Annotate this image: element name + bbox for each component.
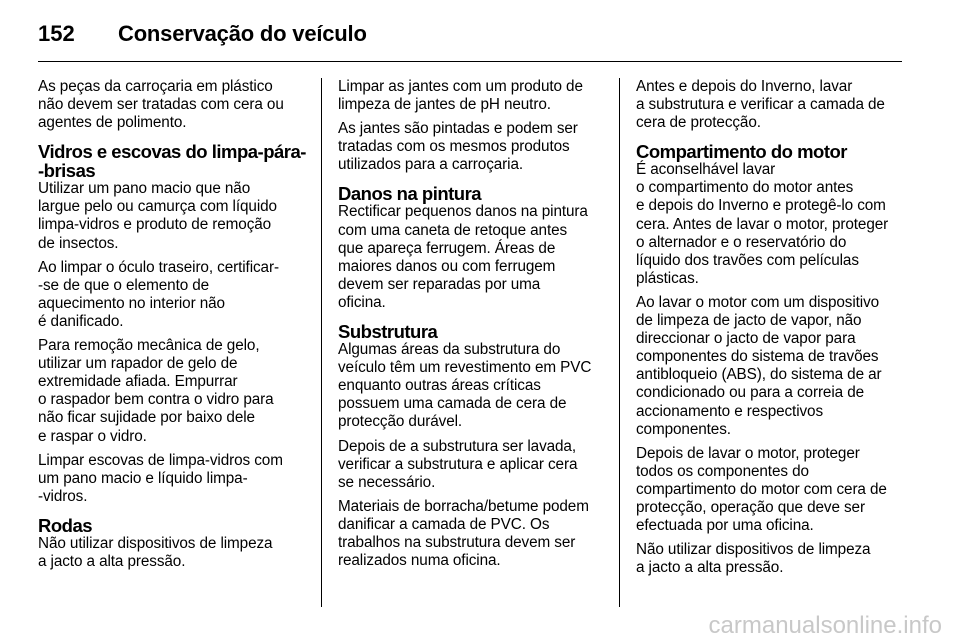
text-line: antibloqueio (ABS), do sistema de ar <box>636 366 882 384</box>
text-line: possuem uma camada de cera de <box>338 395 567 413</box>
text-line: Danos na pintura <box>338 183 482 205</box>
text-line: utilizados para a carroçaria. <box>338 156 524 174</box>
text-line: devem ser reparadas por uma <box>338 275 541 293</box>
text-line: compartimento do motor com cera de <box>636 480 887 498</box>
text-line: o raspador bem contra o vidro para <box>38 391 274 409</box>
text-line: a jacto a alta pressão. <box>38 552 186 570</box>
paragraph <box>38 78 306 132</box>
text-line: Utilizar um pano macio que não <box>38 180 251 198</box>
text-line: Vidros e escovas do limpa-pára- <box>38 141 306 163</box>
text-line: Limpar as jantes com um produto de <box>338 78 583 95</box>
section-heading-substrutura <box>338 322 606 341</box>
text-line: não ficar sujidade por baixo dele <box>38 409 255 427</box>
text-line: não devem ser tratadas com cera ou <box>38 96 284 114</box>
text-line: componentes do sistema de travões <box>636 348 879 366</box>
text-line: protecção, operação que deve ser <box>636 498 865 516</box>
text-line: -brisas <box>38 160 96 182</box>
text-line: verificar a substrutura e aplicar cera <box>338 455 578 473</box>
paragraph <box>338 438 606 492</box>
text-line: e raspar o vidro. <box>38 427 147 445</box>
text-line: accionamento e respectivos <box>636 402 824 420</box>
column-divider <box>619 78 620 607</box>
text-line: Materiais de borracha/betume podem <box>338 497 589 515</box>
text-line: agentes de polimento. <box>38 114 187 132</box>
text-line: Não utilizar dispositivos de limpeza <box>636 541 871 559</box>
text-line: direccionar o jacto de vapor para <box>636 330 856 348</box>
text-line: se necessário. <box>338 473 436 491</box>
text-line: Depois de lavar o motor, proteger <box>636 444 860 462</box>
text-line: Ao lavar o motor com um dispositivo <box>636 293 880 311</box>
text-line: Rectificar pequenos danos na pintura <box>338 203 588 221</box>
column-1 <box>38 78 306 577</box>
text-line: de limpeza de jacto de vapor, não <box>636 312 862 330</box>
paragraph <box>636 161 904 288</box>
text-line: Antes e depois do Inverno, lavar <box>636 78 853 95</box>
column-2 <box>338 78 606 576</box>
text-line: o compartimento do motor antes <box>636 179 854 197</box>
text-line: veículo têm um revestimento em PVC <box>338 359 592 377</box>
text-line: condicionado ou para a correia de <box>636 384 865 402</box>
text-line: É aconselhável lavar <box>636 161 776 179</box>
text-line: enquanto outras áreas críticas <box>338 377 541 395</box>
text-line: tratadas com os mesmos produtos <box>338 138 570 156</box>
text-line: largue pelo ou camurça com líquido <box>38 198 277 216</box>
text-line: de insectos. <box>38 234 119 252</box>
text-line: maiores danos ou com ferrugem <box>338 257 556 275</box>
paragraph <box>38 259 306 331</box>
text-line: Rodas <box>38 514 93 536</box>
text-line: danificar a camada de PVC. Os <box>338 515 550 533</box>
text-line: um pano macio e líquido limpa- <box>38 469 248 487</box>
text-line: Para remoção mecânica de gelo, <box>38 337 260 355</box>
paragraph <box>38 535 306 571</box>
paragraph <box>636 541 904 577</box>
column-divider <box>321 78 322 607</box>
text-line: a substrutura e verificar a camada de <box>636 96 885 114</box>
text-line: Limpar escovas de limpa-vidros com <box>38 451 283 469</box>
text-line: As jantes são pintadas e podem ser <box>338 120 578 138</box>
text-line: a jacto a alta pressão. <box>636 559 784 577</box>
page-title: Conservação do veículo <box>118 21 367 46</box>
text-line: Compartimento do motor <box>636 141 847 163</box>
text-line: líquido dos travões com películas <box>636 251 859 269</box>
page-header <box>38 14 902 54</box>
text-line: limpa-vidros e produto de remoção <box>38 216 272 234</box>
text-line: limpeza de jantes de pH neutro. <box>338 96 551 114</box>
text-line: Substrutura <box>338 321 438 343</box>
header-rule <box>38 61 902 62</box>
text-line: Depois de a substrutura ser lavada, <box>338 437 576 455</box>
text-line: cera. Antes de lavar o motor, proteger <box>636 215 889 233</box>
text-line: oficina. <box>338 293 386 311</box>
text-line: é danificado. <box>38 312 124 330</box>
paragraph <box>38 180 306 252</box>
text-line: Não utilizar dispositivos de limpeza <box>38 534 273 552</box>
watermark: carmanualsonline.info <box>708 612 942 639</box>
paragraph <box>338 498 606 570</box>
paragraph <box>636 445 904 535</box>
section-heading-compartimento-motor <box>636 142 904 161</box>
column-3 <box>636 78 904 583</box>
paragraph <box>338 120 606 174</box>
text-line: componentes. <box>636 420 731 438</box>
text-line: Algumas áreas da substrutura do <box>338 341 561 359</box>
section-heading-vidros-escovas <box>38 142 306 180</box>
text-line: -vidros. <box>38 487 88 505</box>
text-line: aquecimento no interior não <box>38 294 225 312</box>
text-line: extremidade afiada. Empurrar <box>38 373 238 391</box>
text-line: realizados numa oficina. <box>338 552 501 570</box>
paragraph <box>38 337 306 446</box>
text-line: As peças da carroçaria em plástico <box>38 78 273 95</box>
paragraph <box>38 452 306 506</box>
section-heading-danos-pintura <box>338 184 606 203</box>
text-line: plásticas. <box>636 269 699 287</box>
text-line: efectuada por uma oficina. <box>636 517 814 535</box>
text-line: -se de que o elemento de <box>38 276 210 294</box>
paragraph <box>636 294 904 439</box>
paragraph <box>338 78 606 114</box>
paragraph <box>636 78 904 132</box>
text-line: que apareça ferrugem. Áreas de <box>338 239 556 257</box>
text-line: utilizar um rapador de gelo de <box>38 355 238 373</box>
text-line: e depois do Inverno e protegê-lo com <box>636 197 886 215</box>
paragraph <box>338 341 606 431</box>
text-line: trabalhos na substrutura devem ser <box>338 533 576 551</box>
section-heading-rodas <box>38 516 306 535</box>
text-line: Ao limpar o óculo traseiro, certificar- <box>38 258 279 276</box>
page-number: 152 <box>38 21 75 46</box>
text-line: todos os componentes do <box>636 462 809 480</box>
text-line: com uma caneta de retoque antes <box>338 221 568 239</box>
paragraph <box>338 203 606 312</box>
text-line: cera de protecção. <box>636 114 761 132</box>
text-line: protecção durável. <box>338 413 463 431</box>
text-line: o alternador e o reservatório do <box>636 233 847 251</box>
